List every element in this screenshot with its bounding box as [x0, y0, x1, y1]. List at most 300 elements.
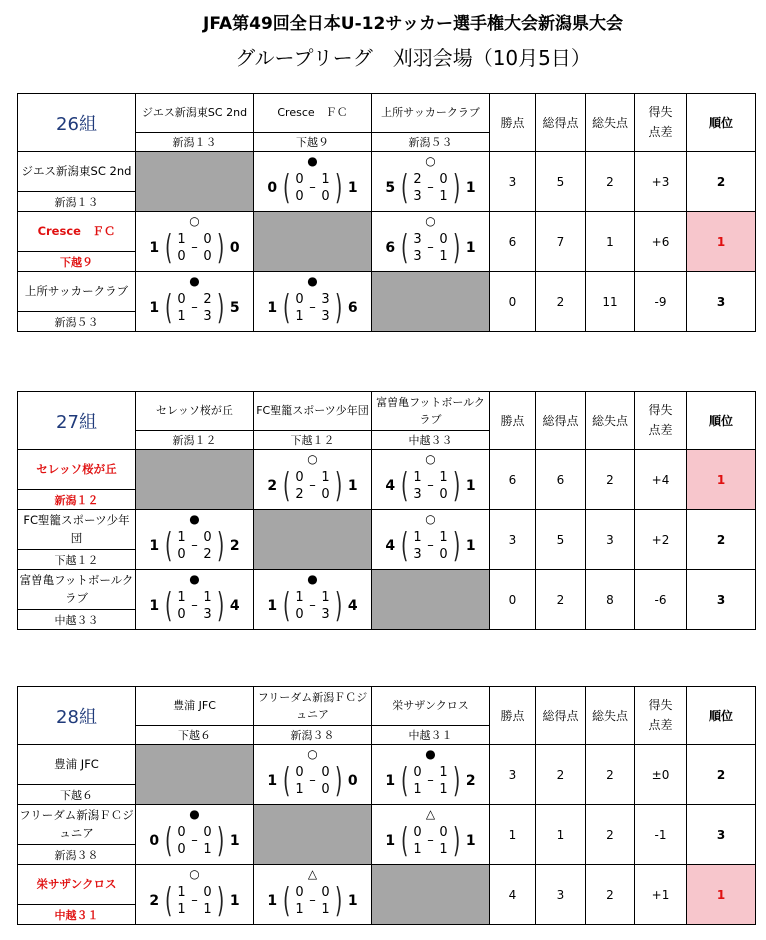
row-team-name: 栄サザンクロス [36, 876, 117, 891]
half-goals-for [412, 469, 424, 503]
half-goals-against [320, 589, 332, 623]
left-paren: ( [165, 525, 173, 566]
group-name: 26組 [18, 94, 136, 152]
right-paren: ) [452, 465, 460, 506]
total-goals-for: 4 [385, 477, 396, 494]
total-goals-against: 1 [229, 892, 240, 909]
second-half-for: 0 [177, 248, 186, 264]
rank-value: 3 [687, 272, 756, 332]
right-paren: ) [452, 760, 460, 801]
second-half-against: 0 [439, 486, 448, 502]
goals-against-value: 1 [586, 212, 635, 272]
row-team-name: Cresce ＦＣ [37, 223, 116, 238]
match-result [254, 154, 371, 210]
column-team-region: 新潟１３ [136, 132, 253, 151]
half-goals-for [176, 529, 188, 563]
table-row [18, 745, 756, 805]
total-goals-against: 1 [347, 477, 358, 494]
first-half-against: 3 [321, 291, 330, 307]
column-team-name: セレッソ桜が丘 [156, 404, 233, 418]
right-paren: ) [334, 287, 342, 328]
self-match-cell [254, 805, 372, 865]
first-half-against: 1 [321, 469, 330, 485]
right-paren: ) [216, 880, 224, 921]
first-half-against: 1 [439, 764, 448, 780]
column-team-name: 富曽亀フットボールクラブ [376, 395, 485, 426]
match-score [372, 525, 489, 566]
table-row [18, 805, 756, 865]
result-symbol: ● [189, 511, 200, 526]
total-goals-for: 4 [385, 537, 396, 554]
first-half-against: 1 [321, 171, 330, 187]
first-half-against: 1 [321, 589, 330, 605]
result-symbol: ○ [189, 213, 200, 228]
column-team-name: Cresce ＦＣ [277, 106, 348, 120]
goals-against-header: 総失点 [586, 392, 635, 450]
first-half-against: 1 [203, 589, 212, 605]
result-symbol: ● [189, 806, 200, 821]
goal-diff-value: -9 [635, 272, 687, 332]
rank-value: 2 [687, 745, 756, 805]
match-result [136, 867, 253, 923]
match-result-cell [372, 805, 490, 865]
total-goals-against: 1 [465, 832, 476, 849]
goals-for-value: 5 [536, 510, 586, 570]
half-goals-for [294, 291, 306, 325]
second-half-against: 1 [439, 248, 448, 264]
half-scores [412, 824, 450, 858]
half-scores [294, 469, 332, 503]
points-value: 0 [490, 570, 536, 630]
match-result [136, 512, 253, 568]
match-result [254, 747, 371, 803]
goal-diff-value: ±0 [635, 745, 687, 805]
half-goals-for [176, 589, 188, 623]
goals-for-value: 5 [536, 152, 586, 212]
first-half-against: 0 [439, 171, 448, 187]
second-half-against: 0 [321, 781, 330, 797]
row-team-header [18, 510, 136, 570]
right-paren: ) [334, 465, 342, 506]
second-half-against: 2 [203, 546, 212, 562]
right-paren: ) [452, 820, 460, 861]
rank-value: 1 [687, 212, 756, 272]
left-paren: ( [283, 880, 291, 921]
points-header: 勝点 [490, 687, 536, 745]
second-half-for: 1 [413, 841, 422, 857]
points-value: 3 [490, 745, 536, 805]
half-goals-against [320, 884, 332, 918]
half-goals-against [202, 884, 214, 918]
second-half-against: 1 [439, 781, 448, 797]
row-team-region: 中越３３ [18, 609, 135, 629]
half-scores [176, 529, 214, 563]
match-result-cell [136, 570, 254, 630]
match-score [254, 167, 371, 208]
goals-against-value: 2 [586, 805, 635, 865]
first-half-against: 0 [439, 231, 448, 247]
match-score [136, 820, 253, 861]
row-team-header [18, 745, 136, 805]
goals-for-value: 7 [536, 212, 586, 272]
total-goals-for: 6 [385, 239, 396, 256]
points-header: 勝点 [490, 94, 536, 152]
self-match-cell [372, 570, 490, 630]
row-team-region: 新潟５３ [18, 311, 135, 331]
right-paren: ) [216, 227, 224, 268]
column-team-header [136, 94, 254, 152]
half-goals-against [202, 589, 214, 623]
left-paren: ( [165, 227, 173, 268]
score-dash: – [309, 478, 316, 493]
points-value: 3 [490, 510, 536, 570]
goals-for-header: 総得点 [536, 94, 586, 152]
half-goals-against [320, 291, 332, 325]
goals-for-header: 総得点 [536, 687, 586, 745]
first-half-for: 3 [413, 231, 422, 247]
table-row [18, 450, 756, 510]
row-team-name: 上所サッカークラブ [24, 283, 129, 298]
goals-against-value: 2 [586, 152, 635, 212]
score-dash: – [427, 773, 434, 788]
rank-value: 1 [687, 450, 756, 510]
second-half-for: 1 [295, 308, 304, 324]
first-half-for: 0 [295, 884, 304, 900]
half-scores [412, 764, 450, 798]
second-half-for: 1 [295, 901, 304, 917]
match-result [372, 214, 489, 270]
result-symbol: ● [307, 571, 318, 586]
column-team-header [254, 392, 372, 450]
column-team-header [136, 392, 254, 450]
goals-for-value: 1 [536, 805, 586, 865]
first-half-against: 0 [203, 884, 212, 900]
half-goals-against [202, 291, 214, 325]
score-dash: – [427, 180, 434, 195]
match-result-cell [254, 272, 372, 332]
second-half-against: 3 [321, 606, 330, 622]
half-goals-for [412, 764, 424, 798]
rank-value: 3 [687, 805, 756, 865]
total-goals-for: 1 [267, 299, 278, 316]
half-goals-for [412, 231, 424, 265]
half-goals-against [320, 764, 332, 798]
total-goals-against: 2 [229, 537, 240, 554]
match-score [372, 760, 489, 801]
goals-for-header: 総得点 [536, 392, 586, 450]
half-scores [176, 884, 214, 918]
row-team-name: FC聖籠スポーツ少年団 [23, 513, 130, 545]
left-paren: ( [401, 227, 409, 268]
group-table [17, 391, 756, 630]
table-row [18, 865, 756, 925]
match-result [254, 274, 371, 330]
total-goals-against: 1 [465, 179, 476, 196]
second-half-for: 1 [413, 781, 422, 797]
half-goals-against [438, 171, 450, 205]
left-paren: ( [401, 820, 409, 861]
goals-against-value: 2 [586, 450, 635, 510]
second-half-against: 3 [321, 308, 330, 324]
match-result [136, 274, 253, 330]
row-team-name: 富曽亀フットボールクラブ [19, 573, 134, 605]
match-result [372, 512, 489, 568]
half-goals-for [176, 231, 188, 265]
page-subtitle: グループリーグ 刈羽会場（10月5日） [235, 46, 591, 70]
score-dash: – [309, 180, 316, 195]
half-scores [176, 824, 214, 858]
match-result-cell [136, 212, 254, 272]
row-team-region: 新潟１３ [18, 191, 135, 211]
column-team-region: 下越９ [254, 132, 371, 151]
points-value: 1 [490, 805, 536, 865]
first-half-against: 0 [321, 884, 330, 900]
row-team-header [18, 450, 136, 510]
column-team-header [254, 94, 372, 152]
row-team-header [18, 152, 136, 212]
first-half-for: 1 [295, 589, 304, 605]
half-goals-for [294, 589, 306, 623]
result-symbol: ○ [307, 746, 318, 761]
total-goals-for: 5 [385, 179, 396, 196]
column-team-region: 新潟５３ [372, 132, 489, 151]
result-symbol: ○ [425, 451, 436, 466]
match-result [254, 452, 371, 508]
match-score [372, 227, 489, 268]
match-score [136, 525, 253, 566]
goals-against-value: 2 [586, 865, 635, 925]
result-symbol: △ [425, 806, 436, 821]
goal-diff-value: +1 [635, 865, 687, 925]
total-goals-against: 1 [229, 832, 240, 849]
total-goals-against: 0 [347, 772, 358, 789]
score-dash: – [309, 893, 316, 908]
match-score [254, 585, 371, 626]
left-paren: ( [283, 585, 291, 626]
first-half-against: 0 [203, 231, 212, 247]
row-team-region: 新潟１２ [18, 489, 135, 509]
first-half-for: 0 [413, 824, 422, 840]
second-half-for: 1 [295, 781, 304, 797]
first-half-for: 1 [177, 589, 186, 605]
rank-value: 2 [687, 152, 756, 212]
half-scores [412, 529, 450, 563]
half-scores [176, 231, 214, 265]
rank-value: 1 [687, 865, 756, 925]
right-paren: ) [216, 820, 224, 861]
first-half-against: 1 [439, 469, 448, 485]
score-dash: – [191, 240, 198, 255]
score-dash: – [309, 300, 316, 315]
row-team-name: ジエス新潟東SC 2nd [21, 163, 132, 178]
right-paren: ) [216, 287, 224, 328]
points-header: 勝点 [490, 392, 536, 450]
first-half-for: 2 [413, 171, 422, 187]
self-match-cell [372, 272, 490, 332]
result-symbol: ○ [307, 451, 318, 466]
match-result [136, 572, 253, 628]
first-half-for: 1 [413, 529, 422, 545]
match-score [372, 465, 489, 506]
self-match-cell [372, 865, 490, 925]
left-paren: ( [165, 287, 173, 328]
half-goals-against [202, 529, 214, 563]
right-paren: ) [452, 227, 460, 268]
first-half-for: 0 [295, 171, 304, 187]
second-half-for: 3 [413, 248, 422, 264]
second-half-for: 0 [177, 546, 186, 562]
second-half-against: 1 [439, 841, 448, 857]
second-half-for: 1 [177, 901, 186, 917]
goals-for-value: 2 [536, 272, 586, 332]
total-goals-against: 1 [465, 537, 476, 554]
goals-against-header: 総失点 [586, 687, 635, 745]
total-goals-for: 1 [385, 832, 396, 849]
table-row [18, 152, 756, 212]
goal-diff-value: -1 [635, 805, 687, 865]
goals-against-value: 11 [586, 272, 635, 332]
match-score [254, 760, 371, 801]
half-scores [294, 764, 332, 798]
second-half-against: 3 [203, 606, 212, 622]
total-goals-against: 1 [347, 892, 358, 909]
right-paren: ) [452, 167, 460, 208]
match-result-cell [136, 865, 254, 925]
goals-for-value: 3 [536, 865, 586, 925]
left-paren: ( [165, 585, 173, 626]
column-team-header [372, 687, 490, 745]
match-score [136, 287, 253, 328]
total-goals-for: 0 [149, 832, 160, 849]
half-goals-for [412, 529, 424, 563]
second-half-against: 1 [321, 901, 330, 917]
half-goals-for [294, 171, 306, 205]
table-row [18, 272, 756, 332]
total-goals-against: 1 [465, 239, 476, 256]
first-half-for: 0 [295, 291, 304, 307]
first-half-against: 2 [203, 291, 212, 307]
second-half-for: 1 [177, 308, 186, 324]
result-symbol: ○ [425, 511, 436, 526]
first-half-for: 0 [177, 824, 186, 840]
goal-diff-value: -6 [635, 570, 687, 630]
goals-for-value: 6 [536, 450, 586, 510]
half-goals-for [176, 291, 188, 325]
total-goals-against: 6 [347, 299, 358, 316]
second-half-for: 0 [295, 188, 304, 204]
column-team-name: 上所サッカークラブ [381, 106, 480, 120]
half-goals-against [202, 824, 214, 858]
row-team-region: 新潟３８ [18, 844, 135, 864]
rank-header: 順位 [687, 687, 756, 745]
column-team-name: FC聖籠スポーツ少年団 [256, 404, 369, 418]
second-half-against: 0 [439, 546, 448, 562]
first-half-against: 0 [203, 824, 212, 840]
right-paren: ) [334, 167, 342, 208]
points-value: 6 [490, 212, 536, 272]
rank-header: 順位 [687, 392, 756, 450]
first-half-for: 0 [177, 291, 186, 307]
half-scores [294, 291, 332, 325]
half-goals-against [438, 231, 450, 265]
points-value: 3 [490, 152, 536, 212]
first-half-against: 0 [321, 764, 330, 780]
goal-diff-value: +6 [635, 212, 687, 272]
result-symbol: ● [307, 273, 318, 288]
left-paren: ( [401, 525, 409, 566]
match-result-cell [372, 510, 490, 570]
total-goals-against: 5 [229, 299, 240, 316]
first-half-for: 0 [413, 764, 422, 780]
column-team-region: 下越６ [136, 725, 253, 744]
goals-against-value: 3 [586, 510, 635, 570]
goals-against-value: 2 [586, 745, 635, 805]
total-goals-for: 2 [267, 477, 278, 494]
score-dash: – [191, 893, 198, 908]
match-result-cell [372, 212, 490, 272]
right-paren: ) [216, 585, 224, 626]
match-result [372, 154, 489, 210]
group-table [17, 686, 756, 925]
first-half-for: 0 [295, 764, 304, 780]
right-paren: ) [452, 525, 460, 566]
goal-diff-header-text: 得失点差 [648, 403, 673, 437]
result-symbol: ○ [425, 153, 436, 168]
match-result [372, 807, 489, 863]
total-goals-for: 1 [385, 772, 396, 789]
page-title: JFA第49回全日本U-12サッカー選手権大会新潟県大会 [203, 14, 623, 34]
score-dash: – [191, 300, 198, 315]
match-result-cell [372, 745, 490, 805]
second-half-for: 0 [295, 606, 304, 622]
half-scores [294, 171, 332, 205]
group-name: 27組 [18, 392, 136, 450]
goal-diff-header [635, 94, 687, 152]
half-goals-for [412, 171, 424, 205]
left-paren: ( [165, 880, 173, 921]
right-paren: ) [334, 760, 342, 801]
result-symbol: ○ [189, 866, 200, 881]
table-row [18, 570, 756, 630]
score-dash: – [191, 833, 198, 848]
second-half-against: 1 [439, 188, 448, 204]
score-dash: – [309, 773, 316, 788]
score-dash: – [427, 240, 434, 255]
half-scores [294, 884, 332, 918]
row-team-region: 下越９ [18, 251, 135, 271]
goal-diff-header [635, 687, 687, 745]
half-goals-for [176, 884, 188, 918]
half-goals-for [176, 824, 188, 858]
column-team-header [372, 392, 490, 450]
row-team-header [18, 805, 136, 865]
match-result-cell [136, 272, 254, 332]
match-result [254, 867, 371, 923]
half-goals-against [438, 824, 450, 858]
goals-for-value: 2 [536, 570, 586, 630]
half-scores [412, 469, 450, 503]
first-half-against: 0 [203, 529, 212, 545]
right-paren: ) [334, 585, 342, 626]
second-half-for: 3 [413, 546, 422, 562]
result-symbol: ● [189, 273, 200, 288]
table-row [18, 510, 756, 570]
left-paren: ( [283, 465, 291, 506]
match-result-cell [254, 865, 372, 925]
left-paren: ( [283, 167, 291, 208]
column-team-header [372, 94, 490, 152]
column-team-region: 中越３１ [372, 725, 489, 744]
